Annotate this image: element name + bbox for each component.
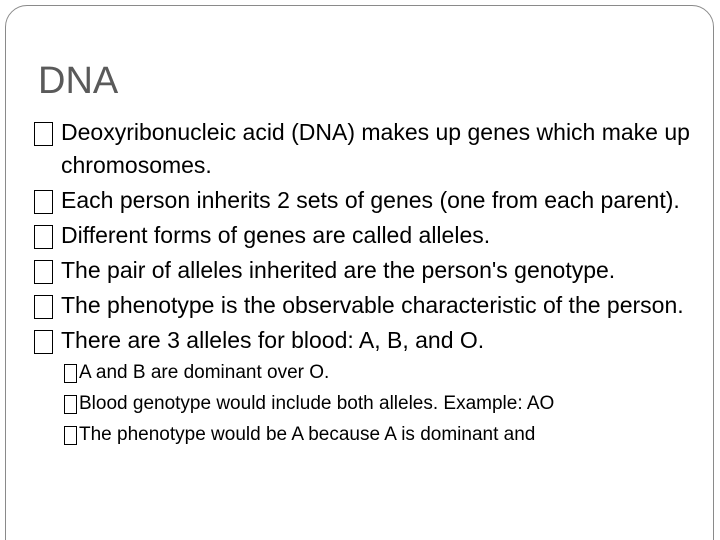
bullet-text: The pair of alleles inherited are the person's genotype. xyxy=(61,257,616,283)
bullet-text: Each person inherits 2 sets of genes (one from each parent). xyxy=(61,187,680,213)
sub-bullet-text: The phenotype would be A because A is dominant and xyxy=(79,424,536,445)
sub-bullet-item xyxy=(64,390,694,417)
sub-bullet-box-icon xyxy=(64,426,77,445)
sub-bullet-item xyxy=(64,359,694,386)
sub-bullet-box-icon xyxy=(64,364,77,383)
slide-title: DNA xyxy=(38,60,119,102)
bullet-text: The phenotype is the observable characteristic of the person. xyxy=(61,292,684,318)
bullet-text: Different forms of genes are called alleles. xyxy=(61,222,491,248)
bullet-text: Deoxyribonucleic acid (DNA) makes up genes which make up chromosomes. xyxy=(61,119,690,178)
bullet-box-icon xyxy=(34,260,53,284)
bullet-item xyxy=(34,254,694,287)
bullet-box-icon xyxy=(34,190,53,214)
sub-bullet-text: Blood genotype would include both alleles. Example: AO xyxy=(79,393,555,414)
bullet-item xyxy=(34,116,694,182)
bullet-item xyxy=(34,184,694,217)
bullet-box-icon xyxy=(34,225,53,249)
sub-bullet-box-icon xyxy=(64,395,77,414)
bullet-box-icon xyxy=(34,295,53,319)
bullet-box-icon xyxy=(34,330,53,354)
bullet-item xyxy=(34,219,694,252)
bullet-item xyxy=(34,289,694,322)
sub-bullet-item xyxy=(64,421,694,448)
sub-bullet-text: A and B are dominant over O. xyxy=(79,362,330,383)
slide-body xyxy=(34,116,694,452)
bullet-text: There are 3 alleles for blood: A, B, and O. xyxy=(61,327,485,353)
bullet-item xyxy=(34,324,694,357)
bullet-box-icon xyxy=(34,122,53,146)
